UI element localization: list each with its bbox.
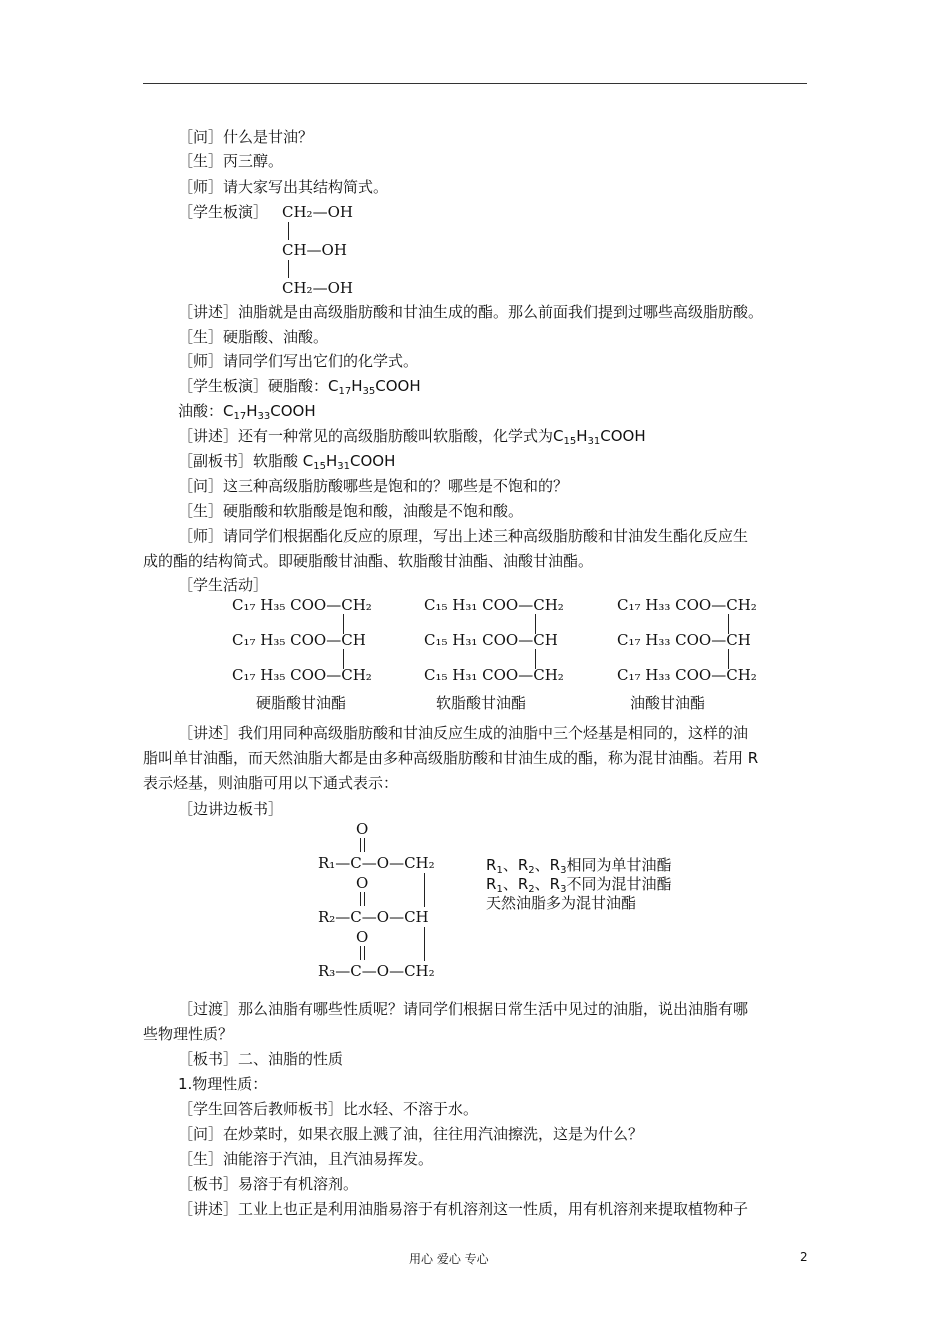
text-line: ［过渡］那么油脂有哪些性质呢？请同学们根据日常生活中见过的油脂，说出油脂有哪	[178, 1000, 749, 1018]
text-line: ［师］请同学们根据酯化反应的原理，写出上述三种高级脂肪酸和甘油发生酯化反应生	[178, 527, 749, 545]
double-bond	[364, 946, 365, 960]
carbonyl-oxygen: O	[356, 874, 369, 892]
oleic-formula: $C_{17}H_{33}COOH$	[223, 402, 316, 422]
ester-row-1: C₁₅ H₃₁ COO—CH₂	[424, 596, 564, 614]
palmitic-formula: $C_{15}H_{31}COOH$	[302, 452, 396, 472]
glycerol-row-2: CH—OH	[282, 241, 347, 259]
ester-row-1: C₁₇ H₃₅ COO—CH₂	[232, 596, 372, 614]
text-line: 1.物理性质：	[178, 1075, 268, 1093]
text-line: ［板书］二、油脂的性质	[178, 1050, 344, 1068]
note-line: $R_1$、$R_2$、$R_3$相同为单甘油酯	[486, 856, 672, 876]
text-line	[178, 426, 646, 446]
text-line: 脂叫单甘油酯，而天然油脂大都是由多种高级脂肪酸和甘油生成的酯，称为混甘油酯。若用 R	[143, 749, 759, 767]
text-segment: ［讲述］还有一种常见的高级脂肪酸叫软脂酸，化学式为	[178, 427, 554, 445]
page-number: 2	[800, 1250, 808, 1264]
text-line: ［生］油能溶于汽油，且汽油易挥发。	[178, 1150, 434, 1168]
text-line: ［问］这三种高级脂肪酸哪些是饱和的？哪些是不饱和的？	[178, 477, 569, 495]
general-row-1: R₁—C—O—CH₂	[318, 854, 435, 872]
ester-row-2: C₁₇ H₃₅ COO—CH	[232, 631, 366, 649]
text-line: ［生］丙三醇。	[178, 152, 284, 170]
text-line: ［学生回答后教师板书］比水轻、不溶于水。	[178, 1100, 479, 1118]
ester-caption: 硬脂酸甘油酯	[256, 694, 347, 712]
note-line: $R_1$、$R_2$、$R_3$不同为混甘油酯	[486, 875, 672, 895]
text-line: ［板书］易溶于有机溶剂。	[178, 1175, 359, 1193]
text-segment: ［学生板演］硬脂酸：	[178, 377, 329, 395]
text-line: ［学生活动］	[178, 576, 269, 594]
palmitic-formula: $C_{15}H_{31}COOH$	[553, 427, 646, 447]
carbonyl-oxygen: O	[356, 820, 369, 838]
bond-line	[288, 222, 289, 240]
text-line: ［生］硬脂酸和软脂酸是饱和酸，油酸是不饱和酸。	[178, 502, 524, 520]
double-bond	[364, 838, 365, 852]
text-line: ［问］在炒菜时，如果衣服上溅了油，往往用汽油擦洗，这是为什么？	[178, 1125, 644, 1143]
text-line: ［师］请大家写出其结构简式。	[178, 178, 389, 196]
ester-row-3: C₁₇ H₃₃ COO—CH₂	[617, 666, 757, 684]
text-line: ［讲述］工业上也正是利用油脂易溶于有机溶剂这一性质，用有机溶剂来提取植物种子	[178, 1200, 749, 1218]
double-bond	[360, 838, 361, 852]
note-line: 天然油脂多为混甘油酯	[486, 894, 637, 912]
ester-caption: 软脂酸甘油酯	[436, 694, 527, 712]
text-line	[178, 451, 395, 471]
text-segment: ［副板书］软脂酸	[178, 452, 299, 470]
ester-row-2: C₁₇ H₃₃ COO—CH	[617, 631, 751, 649]
general-row-2: R₂—C—O—CH	[318, 908, 429, 926]
double-bond	[364, 892, 365, 906]
header-rule	[143, 83, 807, 84]
ester-row-1: C₁₇ H₃₃ COO—CH₂	[617, 596, 757, 614]
text-line: ［问］什么是甘油？	[178, 128, 314, 146]
text-line: ［讲述］油脂就是由高级脂肪酸和甘油生成的酯。那么前面我们提到过哪些高级脂肪酸。	[178, 303, 764, 321]
text-segment: 油酸：	[178, 402, 224, 420]
carbonyl-oxygen: O	[356, 928, 369, 946]
bond-line	[424, 927, 425, 961]
bond-line	[288, 260, 289, 278]
double-bond	[360, 946, 361, 960]
text-line: ［边讲边板书］	[178, 800, 284, 818]
stearic-formula: $C_{17}H_{35}COOH$	[328, 377, 421, 397]
bond-line	[424, 873, 425, 907]
text-line: 些物理性质？	[143, 1025, 234, 1043]
text-line: ［师］请同学们写出它们的化学式。	[178, 352, 419, 370]
double-bond	[360, 892, 361, 906]
text-line	[178, 401, 316, 421]
text-line: ［讲述］我们用同种高级脂肪酸和甘油反应生成的油脂中三个烃基是相同的，这样的油	[178, 724, 749, 742]
general-row-3: R₃—C—O—CH₂	[318, 962, 435, 980]
glycerol-row-1: CH₂—OH	[282, 203, 353, 221]
text-line: 成的酯的结构简式。即硬脂酸甘油酯、软脂酸甘油酯、油酸甘油酯。	[143, 552, 594, 570]
footer-motto: 用心 爱心 专心	[409, 1252, 489, 1266]
ester-row-2: C₁₅ H₃₁ COO—CH	[424, 631, 558, 649]
ester-caption: 油酸甘油酯	[630, 694, 706, 712]
glycerol-row-3: CH₂—OH	[282, 279, 353, 297]
text-line: 表示烃基，则油脂可用以下通式表示：	[143, 774, 399, 792]
ester-row-3: C₁₅ H₃₁ COO—CH₂	[424, 666, 564, 684]
text-line	[178, 376, 421, 396]
ester-row-3: C₁₇ H₃₅ COO—CH₂	[232, 666, 372, 684]
text-line: ［学生板演］	[178, 203, 269, 221]
text-line: ［生］硬脂酸、油酸。	[178, 328, 329, 346]
